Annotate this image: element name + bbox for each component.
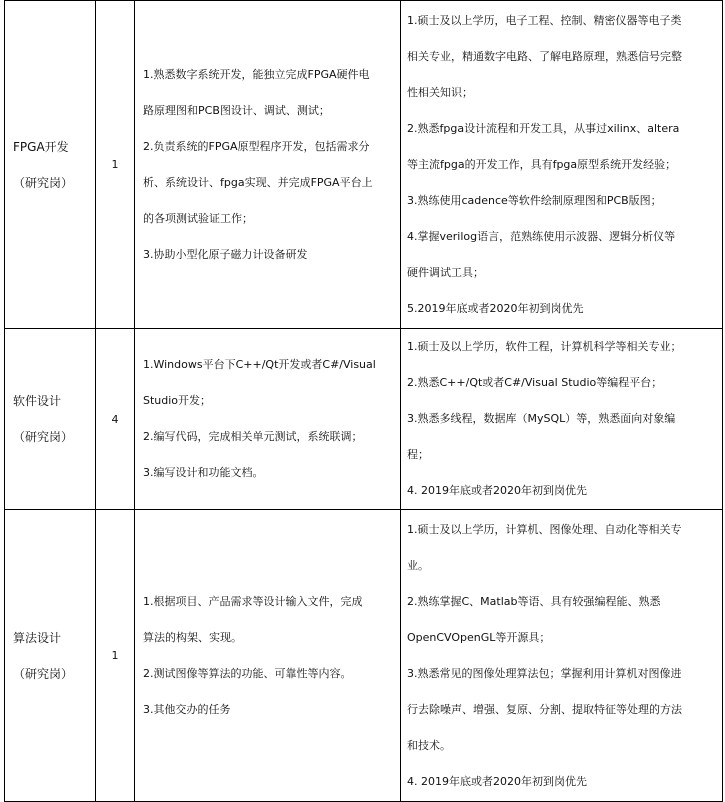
requirements-cell [401,329,723,510]
duty-line: 3.协助小型化原子磁力计设备研发 [143,247,308,261]
requirement-line: 2.熟悉fpga设计流程和开发工具，从事过xilinx、altera [407,121,680,135]
duties-cell [135,1,401,329]
requirement-line: 5.2019年底或者2020年初到岗优先 [407,301,584,315]
requirement-line: 行去除噪声、增强、复原、分割、提取特征等处理的方法 [407,702,682,716]
requirement-line: 程； [407,448,429,461]
duty-line: 算法的构架、实现。 [143,630,242,644]
duty-line: 3.其他交办的任务 [143,702,231,716]
duty-line: 析、系统设计、fpga实现、并完成FPGA平台上 [143,175,373,189]
requirement-line: OpenCVOpenGL等开源具； [407,630,551,644]
position-title: 算法设计 [13,630,62,645]
requirement-line: 4. 2019年底或者2020年初到岗优先 [407,484,587,497]
requirements-cell [401,1,723,329]
headcount-cell: 1 [96,1,135,329]
headcount-cell: 4 [96,329,135,510]
requirement-line: 3.熟悉多线程，数据库（MySQL）等，熟悉面向对象编 [407,412,676,425]
requirement-line: 4.掌握verilog语言，范熟练使用示波器、逻辑分析仪等 [407,229,676,243]
table-row [5,1,723,329]
requirement-line: 相关专业，精通数字电路、了解电路原理，熟悉信号完整 [407,49,682,63]
duties-cell [135,510,401,802]
requirements-cell [401,510,723,802]
duty-line: 2.测试图像等算法的功能、可靠性等内容。 [143,666,352,680]
table-row [5,510,723,802]
requirement-line: 和技术。 [407,738,451,752]
duty-line: 路原理图和PCB图设计、调试、测试； [143,103,330,117]
duty-line: 1.Windows平台下C++/Qt开发或者C#/Visual [143,358,376,371]
requirement-line: 1.硕士及以上学历，软件工程，计算机科学等相关专业； [407,340,682,353]
position-subtitle: （研究岗） [13,666,74,681]
position-cell [5,510,96,802]
requirement-line: 性相关知识； [407,85,473,99]
duty-line: 2.负责系统的FPGA原型程序开发，包括需求分 [143,139,370,153]
duty-line: 2.编写代码，完成相关单元测试，系统联调； [143,430,363,443]
requirement-line: 等主流fpga的开发工作，具有fpga原型系统开发经验； [407,157,677,171]
requirement-line: 2.熟悉C++/Qt或者C#/Visual Studio等编程平台； [407,376,663,389]
position-subtitle: （研究岗） [13,175,74,190]
requirement-line: 业。 [407,558,429,572]
requirement-line: 1.硕士及以上学历，电子工程、控制、精密仪器等电子类 [407,13,682,27]
duties-cell [135,329,401,510]
position-title: FPGA开发 [13,139,69,154]
duty-line: 1.根据项目、产品需求等设计输入文件，完成 [143,594,363,608]
duty-line: 3.编写设计和功能文档。 [143,466,264,479]
position-cell [5,329,96,510]
job-table [4,0,723,802]
requirement-line: 1.硕士及以上学历，计算机、图像处理、自动化等相关专 [407,522,682,536]
requirement-line: 2.熟练掌握C、Matlab等语、具有较强编程能、熟悉 [407,594,661,608]
position-subtitle: （研究岗） [13,430,74,444]
requirement-line: 3.熟悉常见的图像处理算法包；掌握利用计算机对图像进 [407,666,682,680]
headcount-cell: 1 [96,510,135,802]
duty-line: 的各项测试验证工作； [143,211,253,225]
duty-line: 1.熟悉数字系统开发，能独立完成FPGA硬件电 [143,67,370,81]
table-row [5,329,723,510]
position-title: 软件设计 [13,394,62,408]
duty-line: Studio开发； [143,394,212,407]
position-cell [5,1,96,329]
requirement-line: 4. 2019年底或者2020年初到岗优先 [407,774,587,788]
requirement-line: 3.熟练使用cadence等软件绘制原理图和PCB版图； [407,193,662,207]
requirement-line: 硬件调试工具； [407,265,484,279]
